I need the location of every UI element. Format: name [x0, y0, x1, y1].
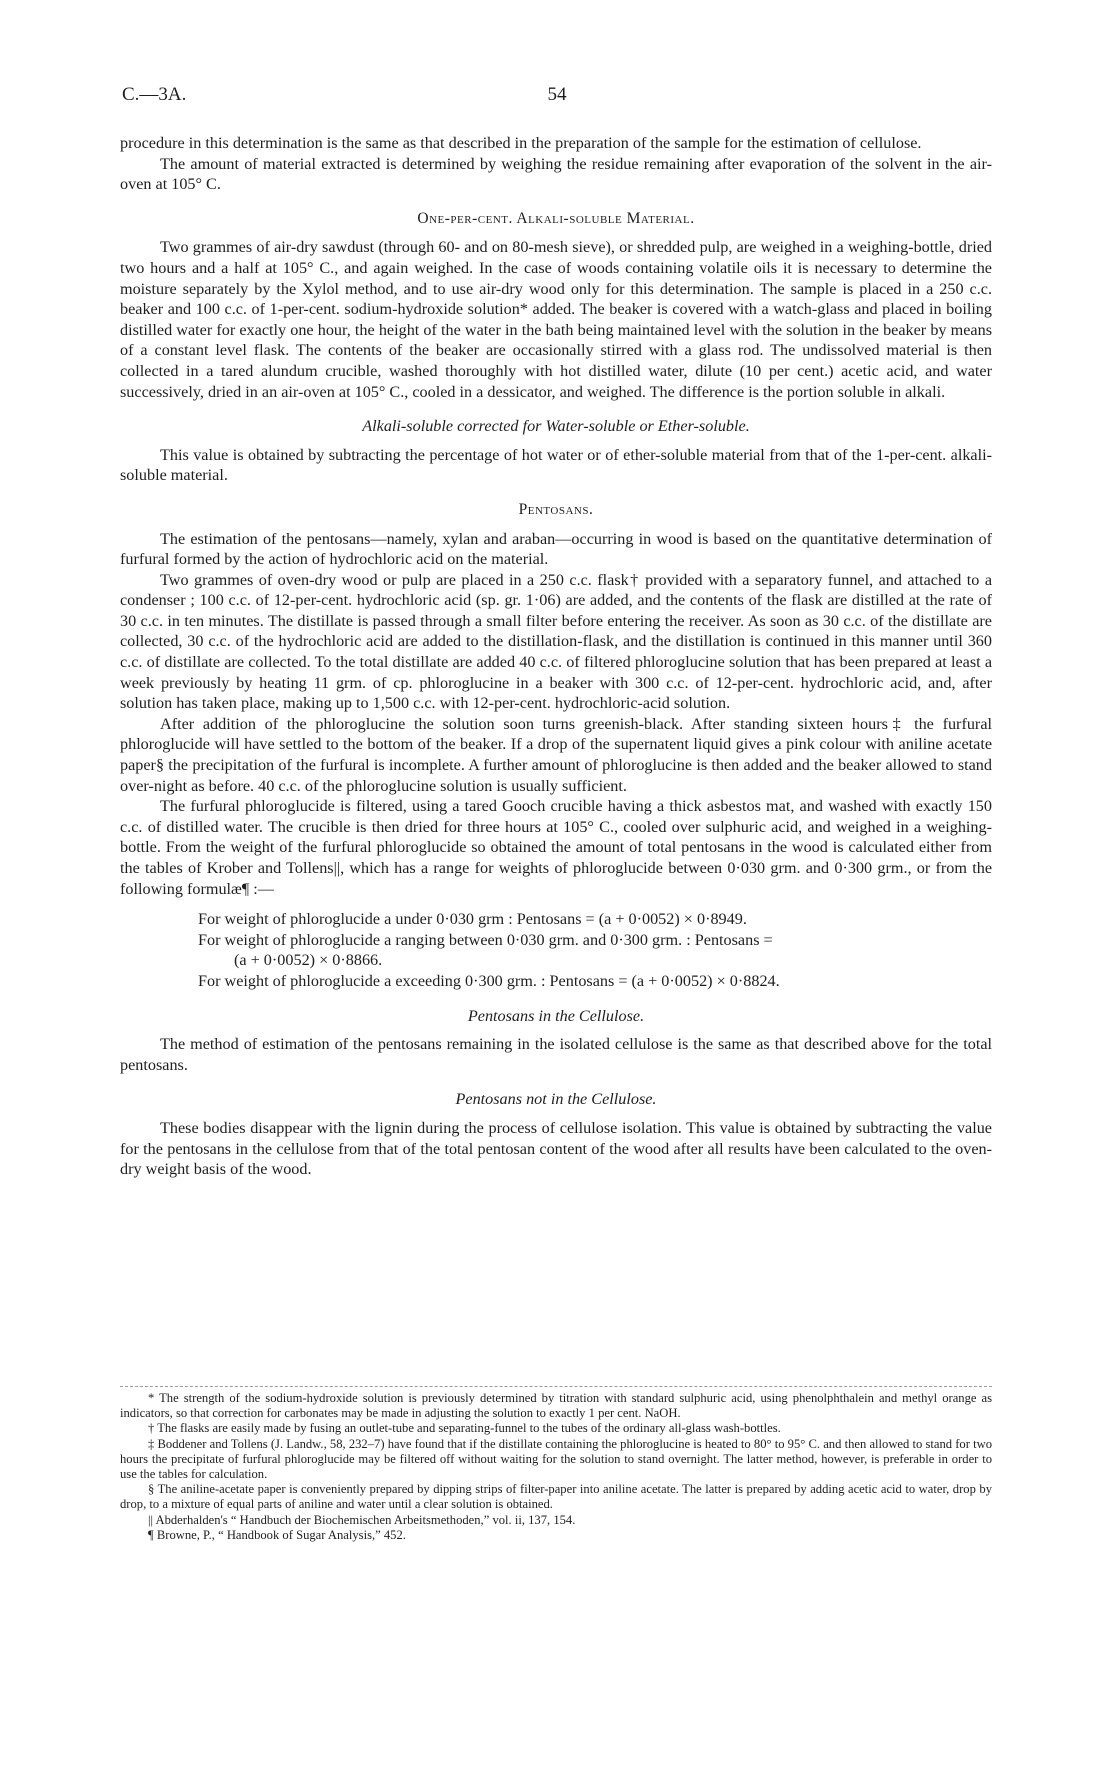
section-heading: Pentosans.	[518, 500, 594, 518]
body-text	[120, 133, 992, 1180]
paragraph: These bodies disappear with the lignin during the process of cellulose isolation. This value is obtained by subtracting the value for the pentosans in the cellulose from that of the total pentosan content of the wood after all results have been calculated to the oven-dry weight basis of the wood.	[120, 1118, 992, 1179]
formula-line: For weight of phloroglucide a exceeding 0·300 grm. : Pentosans = (a + 0·0052) × 0·8824.	[198, 971, 780, 990]
footnote: † The flasks are easily made by fusing an outlet-tube and separating-funnel to the tubes of the ordinary all-glass wash-bottles.	[148, 1421, 781, 1436]
formula-line: For weight of phloroglucide a ranging between 0·030 grm. and 0·300 grm. : Pentosans =	[198, 930, 773, 949]
paragraph: This value is obtained by subtracting the percentage of hot water or of ether-soluble material from that of the 1-per-cent. alkali-soluble material.	[120, 445, 992, 485]
page-number: 54	[547, 84, 567, 105]
section-subheading: Pentosans not in the Cellulose.	[455, 1090, 657, 1109]
footnote: ‡ Boddener and Tollens (J. Landw., 58, 232–7) have found that if the distillate containing the phloroglucine is heated to 80° to 95° C. and then allowed to stand for two hours the precipitate of furfural phloroglucide may be filtered off without waiting for the solution to stand overnight. The latter method, however, is preferable in order to use the tables for calculation.	[120, 1436, 992, 1482]
footnote: * The strength of the sodium-hydroxide solution is previously determined by titration with standard sulphuric acid, using phenolphthalein and methyl orange as indicators, so that correction for carbonates may be made in adjusting the solution to exactly 1 per cent. NaOH.	[120, 1391, 992, 1421]
document-code: C.—3A.	[122, 84, 187, 105]
paragraph: The furfural phloroglucide is filtered, using a tared Gooch crucible having a thick asbestos mat, and washed with exactly 150 c.c. of distilled water. The crucible is then dried for three hours at 105° C., cooled over sulphuric acid, and weighed in a weighing-bottle. From the weight of the furfural phloroglucide so obtained the amount of total pentosans in the wood is calculated either from the tables of Krober and Tollens||, which has a range for weights of phloroglucide between 0·030 grm. and 0·300 grm., or from the following formulæ¶ :—	[120, 797, 992, 898]
formula-line: For weight of phloroglucide a under 0·030 grm : Pentosans = (a + 0·0052) × 0·8949.	[198, 910, 747, 929]
section-heading: One-per-cent. Alkali-soluble Material.	[417, 209, 695, 227]
section-subheading: Pentosans in the Cellulose.	[467, 1006, 645, 1025]
paragraph: The method of estimation of the pentosans remaining in the isolated cellulose is the same as that described above for the total pentosans.	[120, 1035, 992, 1074]
section-subheading: Alkali-soluble corrected for Water-soluble or Ether-soluble.	[362, 417, 750, 436]
page-header	[122, 84, 992, 110]
paragraph: Two grammes of air-dry sawdust (through 60- and on 80-mesh sieve), or shredded pulp, are weighed in a weighing-bottle, dried two hours and a half at 105° C., and again weighed. In the case of woods containing volatile oils it is necessary to determine the moisture separately by the Xylol method, and to use air-dry wood only for this determination. The sample is placed in a 250 c.c. beaker and 100 c.c. of 1-per-cent. sodium-hydroxide solution* added. The beaker is covered with a watch-glass and placed in boiling distilled water for exactly one hour, the height of the water in the bath being maintained level with the solution in the beaker by means of a constant level flask. The contents of the beaker are occasionally stirred with a glass rod. The undissolved material is then collected in a tared alundum crucible, washed thoroughly with hot distilled water, dilute (10 per cent.) acetic acid, and water successively, dried in an air-oven at 105° C., cooled in a dessicator, and weighed. The difference is the portion soluble in alkali.	[120, 238, 992, 401]
footnotes	[120, 1386, 992, 1543]
formula-block	[120, 909, 992, 991]
paragraph: After addition of the phloroglucine the solution soon turns greenish-black. After standing sixteen hours‡ the furfural phloroglucide will have settled to the bottom of the beaker. If a drop of the supernatent liquid gives a pink colour with aniline acetate paper§ the precipitation of the furfural is incomplete. A further amount of phloroglucine is then added and the beaker allowed to stand over-night as before. 40 c.c. of the phloroglucine solution is usually sufficient.	[120, 714, 992, 795]
footnote: || Abderhalden's “ Handbuch der Biochemischen Arbeitsmethoden,” vol. ii, 137, 154.	[148, 1512, 576, 1527]
paragraph: procedure in this determination is the same as that described in the preparation of the sample for the estimation of cellulose.	[120, 134, 922, 152]
footnote: ¶ Browne, P., “ Handbook of Sugar Analysis,” 452.	[148, 1527, 406, 1542]
formula-line-continuation: (a + 0·0052) × 0·8866.	[234, 951, 383, 970]
paragraph: The estimation of the pentosans—namely, xylan and araban—occurring in wood is based on the quantitative determination of furfural formed by the action of hydrochloric acid on the material.	[120, 529, 992, 569]
paragraph: The amount of material extracted is determined by weighing the residue remaining after evaporation of the solvent in the air-oven at 105° C.	[120, 154, 992, 194]
paragraph: Two grammes of oven-dry wood or pulp are placed in a 250 c.c. flask† provided with a separatory funnel, and attached to a condenser ; 100 c.c. of 12-per-cent. hydrochloric acid (sp. gr. 1·06) are added, and the contents of the flask are distilled at the rate of 30 c.c. in ten minutes. The distillate is passed through a small filter before entering the receiver. As soon as 30 c.c. of the distillate are collected, 30 c.c. of the hydrochloric acid are added to the distillation-flask, and the distillation is continued in this manner until 360 c.c. of distillate are collected. To the total distillate are added 40 c.c. of filtered phloroglucine solution that has been prepared at least a week previously by heating 11 grm. of cp. phloroglucine in a beaker with 300 c.c. of 12-per-cent. hydrochloric acid, and, after solution has taken place, making up to 1,500 c.c. with 12-per-cent. hydrochloric-acid solution.	[120, 570, 992, 713]
footnote: § The aniline-acetate paper is conveniently prepared by dipping strips of filter-paper into aniline acetate. The latter is prepared by adding acetic acid to water, drop by drop, to a mixture of equal parts of aniline and water until a clear solution is obtained.	[120, 1482, 992, 1512]
